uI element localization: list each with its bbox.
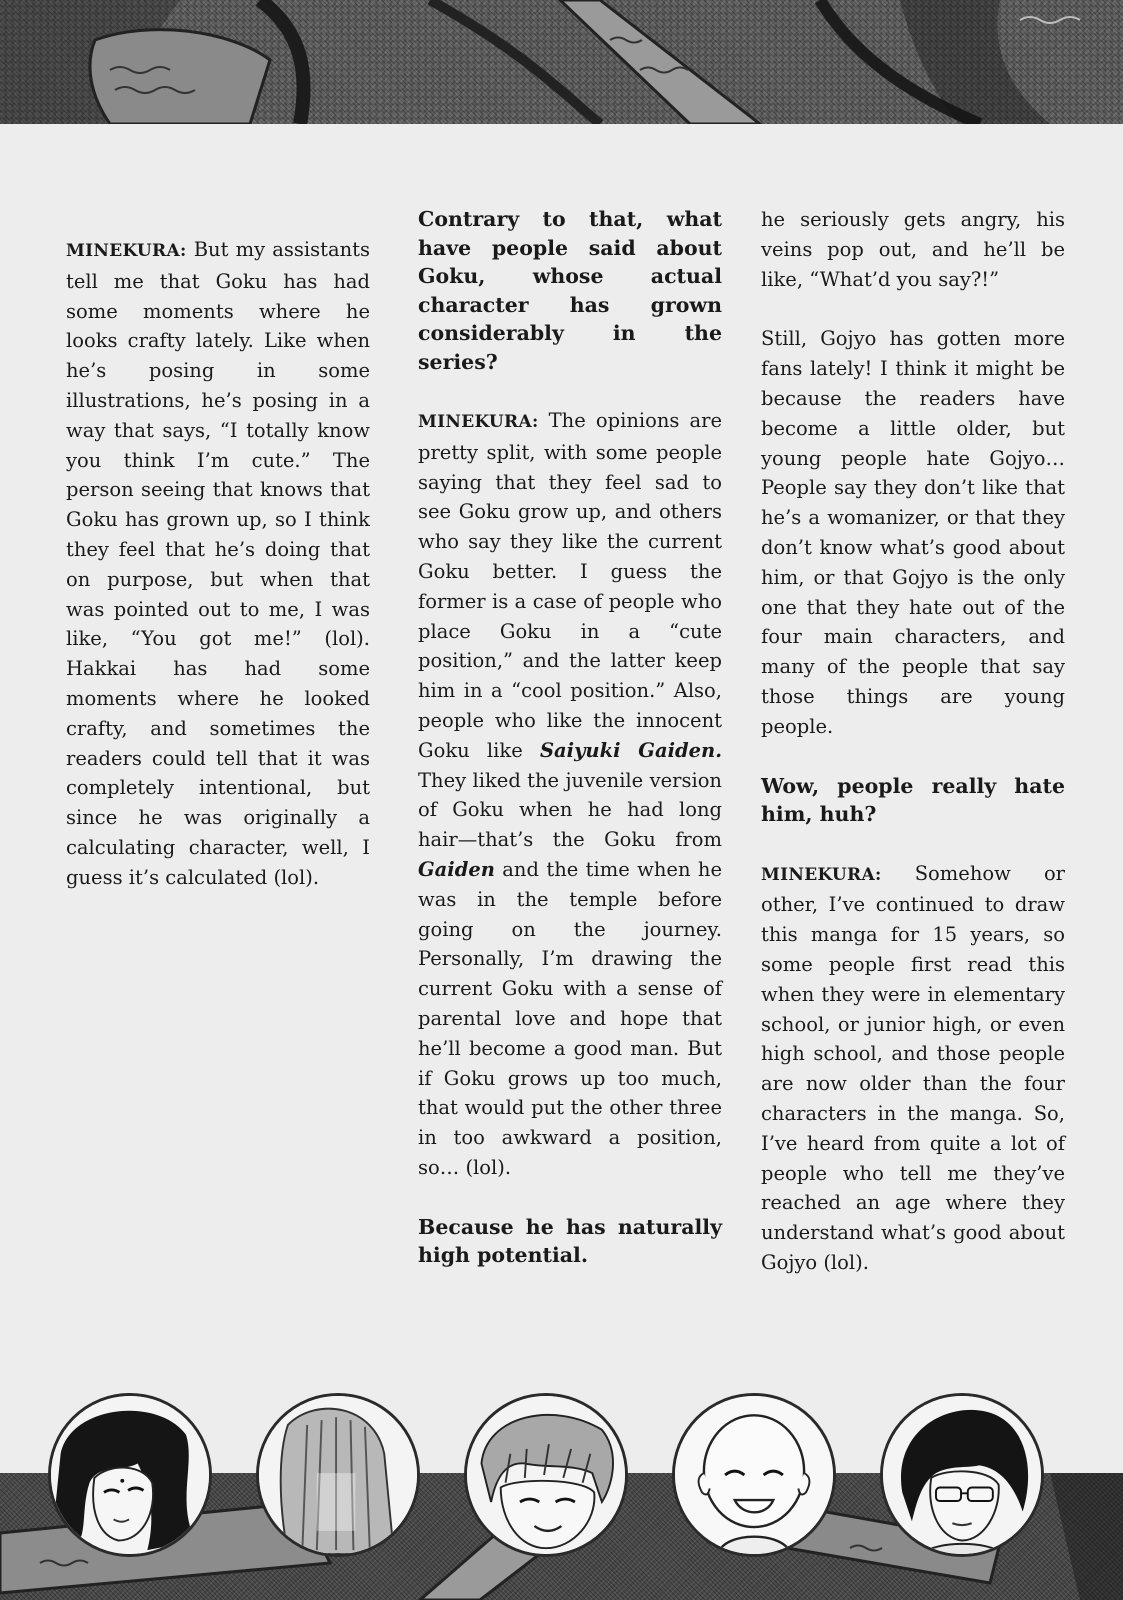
answer-text: and the time when he was in the temple before going on the journey. Personally, I’m drawing the current Goku with a sense of parental love and hope that he’ll become a good man. But if Goku grows up too much, that would put the other three in too awkward a position, so… (lol).: [418, 857, 722, 1179]
title-italic: Saiyuki Gaiden.: [539, 738, 723, 762]
answer-paragraph: he seriously gets angry, his veins pop out, and he’ll be like, “What’d you say?!”: [761, 208, 1065, 291]
character-portrait: [467, 1396, 625, 1554]
title-italic: Gaiden: [418, 857, 495, 881]
speaker-label: MINEKURA:: [66, 241, 187, 261]
answer-text: They liked the juvenile version of Goku when he had long hair—that’s the Goku from: [418, 768, 722, 852]
text-column-2: [418, 205, 722, 1300]
interview-question: Because he has naturally high potential.: [418, 1214, 722, 1268]
answer-paragraph: [418, 406, 722, 1183]
answer-text: Somehow or other, I’ve continued to draw this manga for 15 years, so some people first read this when they were in elementary school, or junior high, or even high school, and those people are now older than the four characters in the manga. So, I’ve heard from quite a lot of people who tell me they’ve reached an age where they understand what’s good about Gojyo (lol).: [761, 861, 1065, 1274]
interview-question: Contrary to that, what have people said about Goku, whose actual character has grown considerably in the series?: [418, 207, 722, 374]
answer-paragraph: [66, 235, 370, 893]
character-portrait: [675, 1396, 833, 1554]
character-portrait: [259, 1396, 417, 1554]
answer-text: But my assistants tell me that Goku has had some moments where he looks crafty lately. Like when he’s posing in some illustrations, he’s posing in a way that says, “I totally know you think I’m cute.” The person seeing that knows that Goku has grown up, so I think they feel that he’s doing that on purpose, but when that was pointed out to me, I was like, “You got me!” (lol). Hakkai has had some moments where he looked crafty, and sometimes the readers could tell that it was completely intentional, but since he was originally a calculating character, well, I guess it’s calculated (lol).: [66, 238, 370, 889]
character-portrait: [51, 1396, 209, 1554]
speaker-label: MINEKURA:: [761, 864, 882, 885]
interview-question: Wow, people really hate him, huh?: [761, 773, 1065, 827]
answer-paragraph: Still, Gojyo has gotten more fans lately! I think it might be because the readers have become a little older, but young people hate Gojyo… People say they don’t like that he’s a womanizer, or that they don’t know what’s good about him, or that Gojyo is the only one that they hate out of the four main characters, and many of the people that say those things are young people.: [761, 327, 1065, 738]
top-art-banner: [0, 0, 1123, 124]
answer-text: The opinions are pretty split, with some people saying that they feel sad to see Goku grow up, and others who say they like the current Goku better. I guess the former is a case of people who place Goku in a “cute position,” and the latter keep him in a “cool position.” Also, people who like the innocent Goku like: [418, 409, 722, 762]
portrait-1: [48, 1393, 212, 1557]
answer-paragraph: [761, 859, 1065, 1278]
text-column-3: [761, 205, 1065, 1308]
portrait-4: [672, 1393, 836, 1557]
text-column-1: [66, 235, 370, 923]
portrait-3: [464, 1393, 628, 1557]
portrait-2: [256, 1393, 420, 1557]
character-portrait: [883, 1396, 1041, 1554]
banner-illustration: [0, 0, 1123, 124]
speaker-label: MINEKURA:: [418, 412, 539, 432]
portrait-5: [880, 1393, 1044, 1557]
